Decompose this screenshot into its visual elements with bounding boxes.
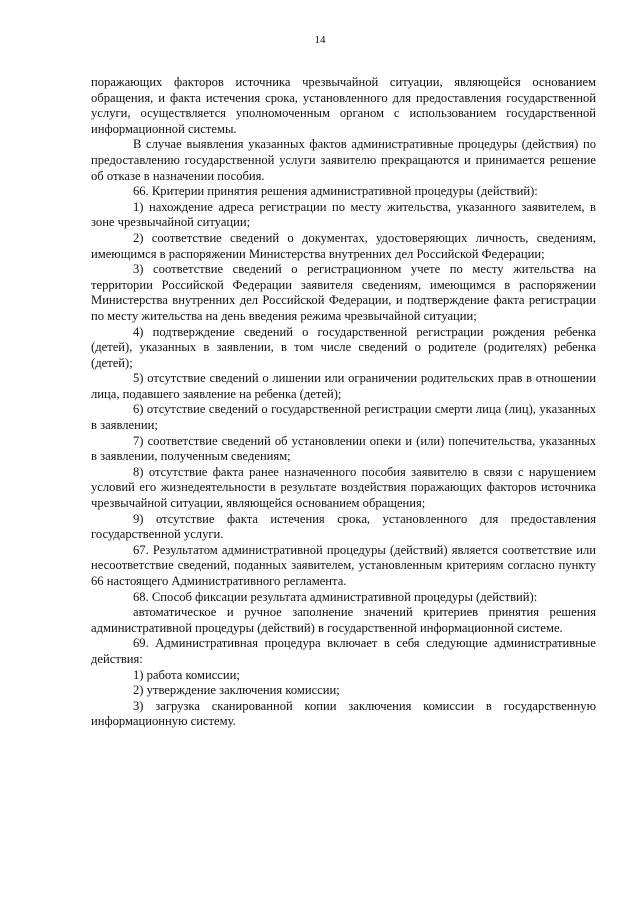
paragraph-68-method: автоматическое и ручное заполнение значений критериев принятия решения административной процедуры (действий) в государственной информационной системе. [91, 605, 596, 635]
document-body [91, 75, 596, 730]
paragraph-66-heading: 66. Критерии принятия решения административной процедуры (действий): [133, 184, 538, 199]
list-item-69-1: 1) работа комиссии; [133, 667, 240, 682]
paragraph-67: 67. Результатом административной процедуры (действий) является соответствие или несоответствие сведений, поданных заявителем, установленным критериям согласно пункту 66 настоящего Административного регламента. [91, 542, 596, 588]
list-item-66-6: 6) отсутствие сведений о государственной регистрации смерти лица (лиц), указанных в заявлении; [91, 402, 596, 433]
list-item-66-5: 5) отсутствие сведений о лишении или ограничении родительских прав в отношении лица, подавшего заявление на ребенка (детей); [91, 371, 596, 401]
list-item-66-9: 9) отсутствие факта истечения срока, установленного для предоставления государственной услуги. [91, 511, 596, 542]
page-number: 14 [314, 34, 326, 46]
list-item-66-8: 8) отсутствие факта ранее назначенного пособия заявителю в связи с нарушением условий его жизнедеятельности в результате воздействия поражающих факторов источника чрезвычайной ситуации, являющейся основанием обращения; [91, 464, 596, 511]
list-item-69-2: 2) утверждение заключения комиссии; [133, 683, 340, 698]
paragraph-refusal: В случае выявления указанных фактов административные процедуры (действия) по предоставлению государственной услуги заявителю прекращаются и принимается решение об отказе в назначении пособия. [91, 137, 596, 183]
list-item-66-1: 1) нахождение адреса регистрации по месту жительства, указанного заявителем, в зоне чрезвычайной ситуации; [91, 199, 596, 230]
paragraph-68-heading: 68. Способ фиксации результата административной процедуры (действий): [133, 589, 538, 604]
list-item-69-3: 3) загрузка сканированной копии заключения комиссии в государственную информационную систему. [91, 698, 596, 729]
list-item-66-4: 4) подтверждение сведений о государственной регистрации рождения ребенка (детей), указанных в заявлении, в том числе сведений о родителе (родителях) ребенка (детей); [91, 324, 596, 370]
list-item-66-7: 7) соответствие сведений об установлении опеки и (или) попечительства, указанных в заявлении, полученным сведениям; [91, 433, 596, 464]
list-item-66-3: 3) соответствие сведений о регистрационном учете по месту жительства на территории Российской Федерации заявителя сведениям, имеющимся в распоряжении Министерства внутренних дел Российской Федерации, и подтверждение факта регистрации по месту жительства на день введения режима чрезвычайной ситуации; [91, 262, 596, 323]
paragraph-69-heading: 69. Административная процедура включает в себя следующие административные действия: [91, 636, 596, 666]
paragraph-continuation: поражающих факторов источника чрезвычайной ситуации, являющейся основанием обращения, и факта истечения срока, установленного для предоставления государственной услуги, осуществляется уполномоченным органом с использованием государственной информационной системы. [91, 75, 596, 136]
list-item-66-2: 2) соответствие сведений о документах, удостоверяющих личность, сведениям, имеющимся в распоряжении Министерства внутренних дел Российской Федерации; [91, 230, 596, 261]
